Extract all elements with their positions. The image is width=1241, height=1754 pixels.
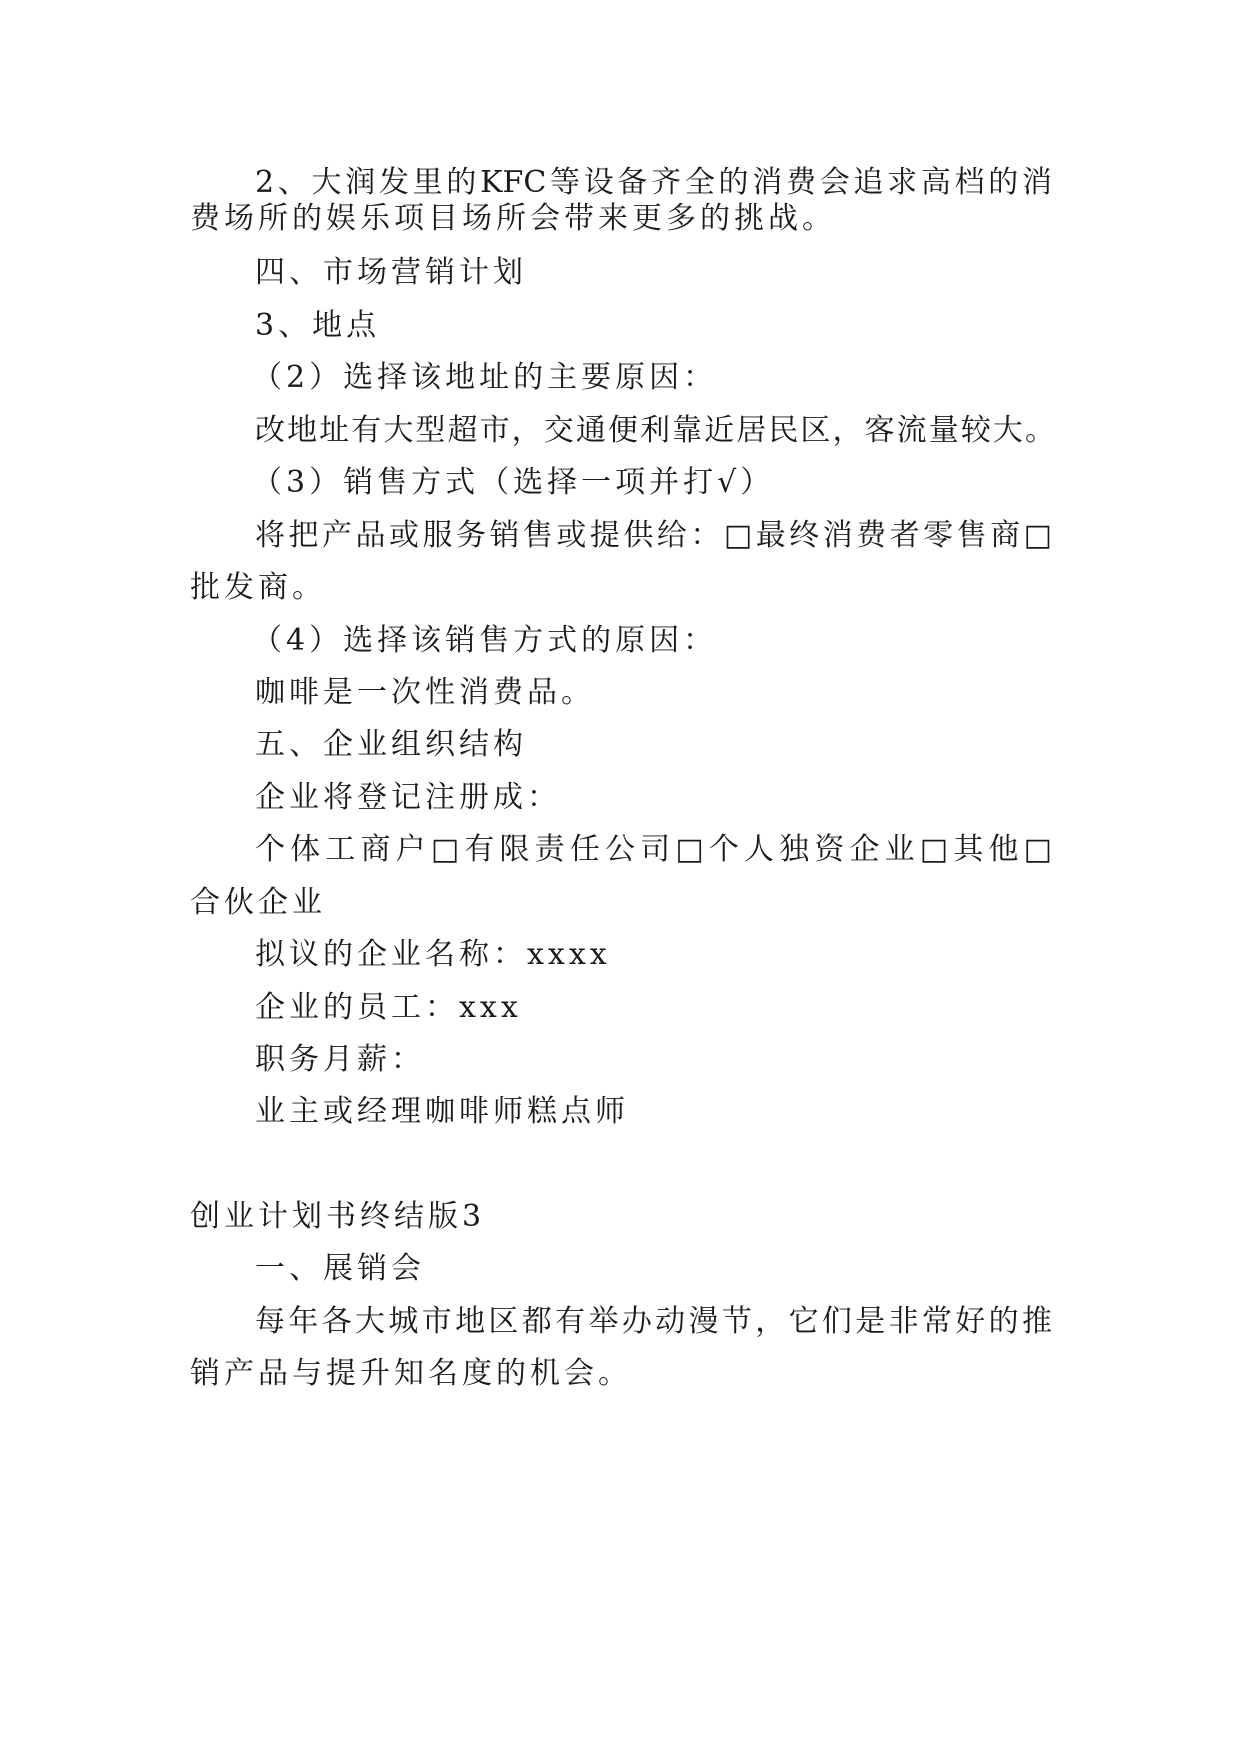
paragraph-line: 销产品与提升知名度的机会。 (190, 1356, 632, 1391)
section-heading: 四、市场营销计划 (255, 255, 527, 290)
paragraph-line: 合伙企业 (190, 885, 326, 920)
paragraph-line: 企业的员工：xxx (255, 990, 522, 1025)
paragraph-line: 2、大润发里的KFC等设备齐全的消费会追求高档的消 (255, 165, 1052, 200)
section-heading: 五、企业组织结构 (255, 727, 527, 762)
paragraph-line: 改地址有大型超市，交通便利靠近居民区，客流量较大。 (255, 413, 1055, 448)
paragraph-line: 咖啡是一次性消费品。 (255, 675, 595, 710)
paragraph-line: （4）选择该销售方式的原因： (252, 623, 718, 658)
paragraph-line: 费场所的娱乐项目场所会带来更多的挑战。 (190, 201, 836, 236)
paragraph-line: 每年各大城市地区都有举办动漫节，它们是非常好的推 (255, 1304, 1052, 1339)
paragraph-line: 批发商。 (190, 570, 326, 605)
paragraph-line: （2）选择该地址的主要原因： (252, 360, 718, 395)
paragraph-line: 将把产品或服务销售或提供给：□最终消费者零售商□ (255, 518, 1052, 553)
document-title: 创业计划书终结版3 (190, 1199, 486, 1234)
paragraph-line: （3）销售方式（选择一项并打√） (252, 465, 775, 500)
section-heading: 一、展销会 (255, 1251, 425, 1286)
paragraph-line: 企业将登记注册成： (255, 780, 561, 815)
paragraph-line: 个体工商户□有限责任公司□个人独资企业□其他□ (255, 832, 1052, 867)
paragraph-line: 职务月薪： (255, 1042, 425, 1077)
subsection-heading: 3、地点 (255, 308, 381, 343)
paragraph-line: 拟议的企业名称：xxxx (255, 937, 611, 972)
paragraph-line: 业主或经理咖啡师糕点师 (255, 1094, 629, 1129)
